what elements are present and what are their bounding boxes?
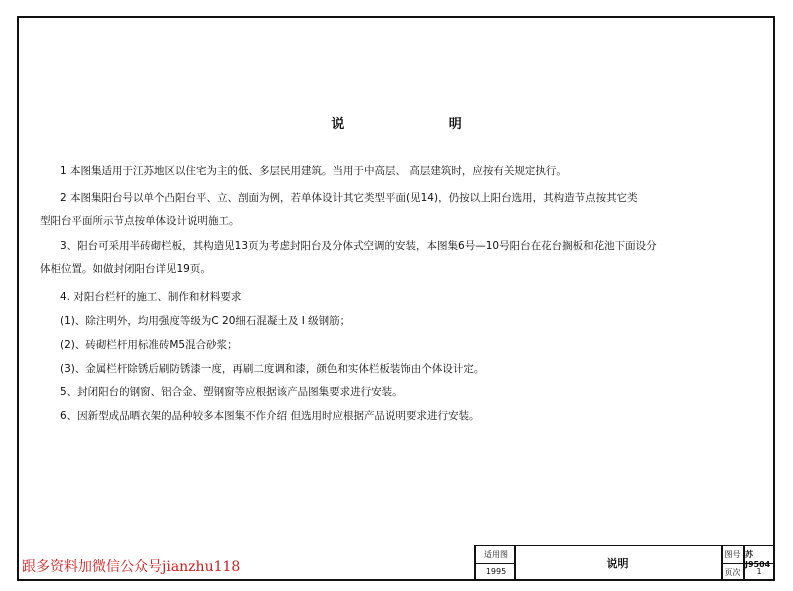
tb-year: 1995 <box>485 567 507 576</box>
page-title: 说 明 <box>331 117 512 132</box>
paragraph-3: 3、阳台可采用半砖砌栏板，其构造见13页为考虑封阳台及分体式空调的安装，本图集6号—10号阳台在花台搁板和花池下面设分 <box>60 240 657 252</box>
paragraph-3-cont: 体柜位置。如做封闭阳台详见19页。 <box>40 263 211 275</box>
watermark-text: 跟多资料加微信公众号jianzhu118 <box>22 559 241 575</box>
paragraph-4-1: (1)、除注明外，均用强度等级为C 20细石混凝土及 I 级钢筋； <box>60 315 351 327</box>
tb-page-no: 1 <box>756 567 762 576</box>
tb-page-label: 页次 <box>724 568 741 577</box>
tb-drawing-name: 说明 <box>606 557 629 570</box>
paragraph-4: 4. 对阳台栏杆的施工、制作和材料要求 <box>60 291 242 303</box>
paragraph-1: 1 本图集适用于江苏地区以住宅为主的低、多层民用建筑。当用于中高层、 高层建筑时，应按有关规定执行。 <box>60 165 567 177</box>
tb-atlas-label: 图号 <box>724 550 741 559</box>
paragraph-5: 5、封闭阳台的钢窗、铝合金、塑钢窗等应根据该产品图集要求进行安装。 <box>60 386 403 398</box>
tb-atlas-no: 苏J9504 <box>745 550 771 569</box>
paragraph-4-3: (3)、金属栏杆除锈后刷防锈漆一度，再刷二度调和漆，颜色和实体栏板装饰由个体设计定。 <box>60 363 485 375</box>
paragraph-6: 6、因新型成品晒衣架的品种较多本图集不作介绍 但选用时应根据产品说明要求进行安装。 <box>60 410 480 422</box>
tb-divider <box>476 563 514 564</box>
paragraph-2-cont: 型阳台平面所示节点按单体设计说明施工。 <box>40 215 240 227</box>
tb-applicable-label: 适用图 <box>484 550 508 559</box>
title-block <box>474 545 774 580</box>
paragraph-2: 2 本图集阳台号以单个凸阳台平、立、剖面为例，若单体设计其它类型平面(见14)，仍按以上阳台选用，其构造节点按其它类 <box>60 192 638 204</box>
paragraph-4-2: (2)、砖砌栏杆用标准砖M5混合砂浆； <box>60 339 238 351</box>
